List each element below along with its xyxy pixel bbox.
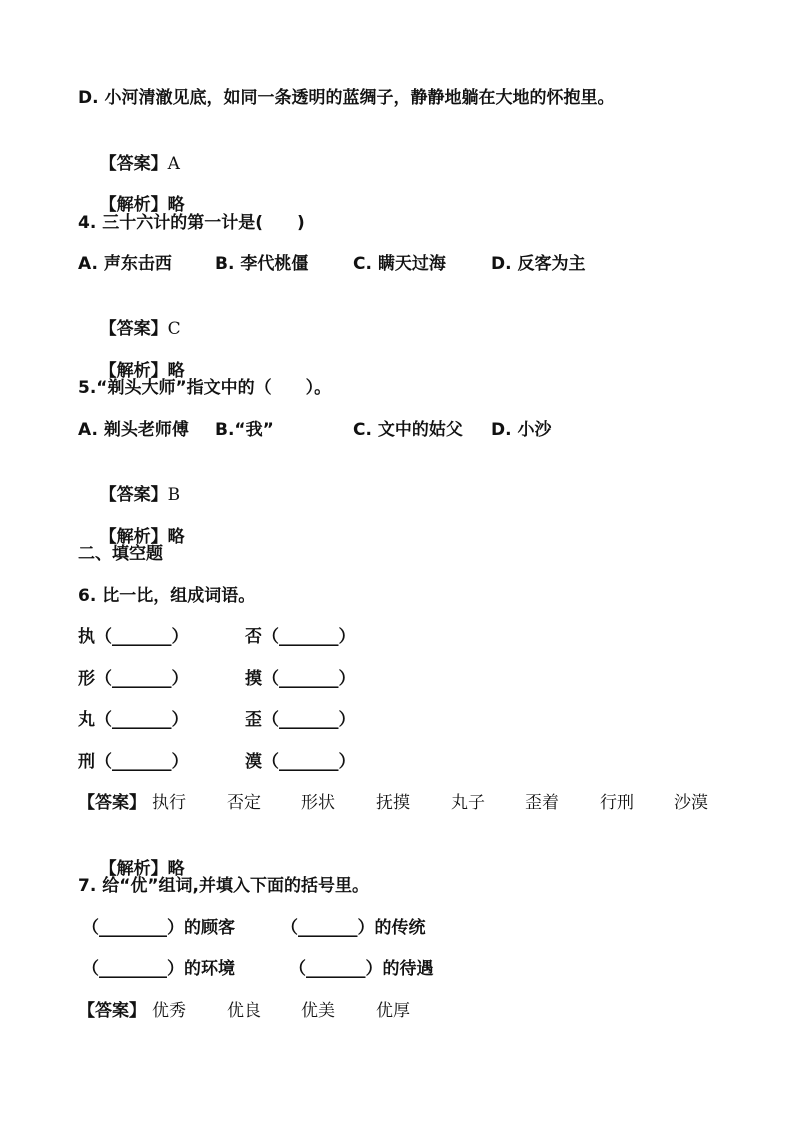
q5-option-c: C. 文中的姑父 [353, 420, 463, 440]
q4-option-b: B. 李代桃僵 [215, 254, 309, 274]
q6-answer-word: 歪着 [525, 793, 559, 813]
q6-answer-word: 抚摸 [376, 793, 410, 813]
answer-value: A [167, 154, 180, 174]
q6-answer-word: 形状 [301, 793, 335, 813]
answer-label: 【答案】 [99, 154, 168, 174]
q4-option-c: C. 瞒天过海 [353, 254, 446, 274]
q7-answer-word: 优美 [301, 1001, 335, 1021]
q5-stem: 5.“剃头大师”指文中的（ ）。 [78, 378, 332, 398]
q4-stem: 4. 三十六计的第一计是( ) [78, 213, 305, 233]
q7-blank-2: （_______）的传统 [281, 918, 426, 938]
q6-blank-4: 摸（_______） [245, 669, 356, 689]
q6-answer-word: 执行 [152, 793, 186, 813]
analysis-label: 【解析】 [99, 859, 168, 879]
section-title: 二、填空题 [78, 544, 163, 564]
analysis-value: 略 [167, 859, 185, 879]
q7-blank-3: （________）的环境 [82, 959, 235, 979]
q7-stem: 7. 给“优”组词,并填入下面的括号里。 [78, 876, 370, 896]
q6-blank-2: 否（_______） [245, 627, 356, 647]
q6-blank-5: 丸（_______） [78, 710, 189, 730]
q5-option-b: B.“我” [215, 420, 274, 440]
q6-blank-7: 刑（_______） [78, 752, 189, 772]
q6-answer-word: 丸子 [451, 793, 485, 813]
q7-answer-word: 优秀 [152, 1001, 186, 1021]
q7-answer-word: 优良 [227, 1001, 261, 1021]
q6-answer-word: 否定 [227, 793, 261, 813]
analysis-value: 略 [167, 361, 185, 381]
answer-label: 【答案】 [99, 485, 168, 505]
analysis-value: 略 [167, 195, 185, 215]
q7-answer-word: 优厚 [376, 1001, 410, 1021]
q6-answer-label: 【答案】 [78, 793, 146, 813]
answer-label: 【答案】 [99, 319, 168, 339]
analysis-label: 【解析】 [99, 195, 168, 215]
q4-option-d: D. 反客为主 [491, 254, 586, 274]
q5-option-a: A. 剃头老师傅 [78, 420, 189, 440]
analysis-value: 略 [167, 527, 185, 547]
analysis-label: 【解析】 [99, 361, 168, 381]
q6-answer-word: 行刑 [600, 793, 634, 813]
analysis-label: 【解析】 [99, 527, 168, 547]
q7-blank-4: （_______）的待遇 [289, 959, 434, 979]
q7-answer-label: 【答案】 [78, 1001, 146, 1021]
q6-blank-8: 漠（_______） [245, 752, 356, 772]
answer-value: C [167, 319, 181, 339]
q6-stem: 6. 比一比，组成词语。 [78, 586, 256, 606]
q6-answer-word: 沙漠 [674, 793, 708, 813]
q4-option-a: A. 声东击西 [78, 254, 172, 274]
q5-option-d: D. 小沙 [491, 420, 552, 440]
q3-option-d: D. 小河清澈见底，如同一条透明的蓝绸子，静静地躺在大地的怀抱里。 [78, 88, 615, 108]
q7-blank-1: （________）的顾客 [82, 918, 235, 938]
answer-value: B [167, 485, 181, 505]
q6-blank-1: 执（_______） [78, 627, 189, 647]
q6-blank-3: 形（_______） [78, 669, 189, 689]
q6-blank-6: 歪（_______） [245, 710, 356, 730]
